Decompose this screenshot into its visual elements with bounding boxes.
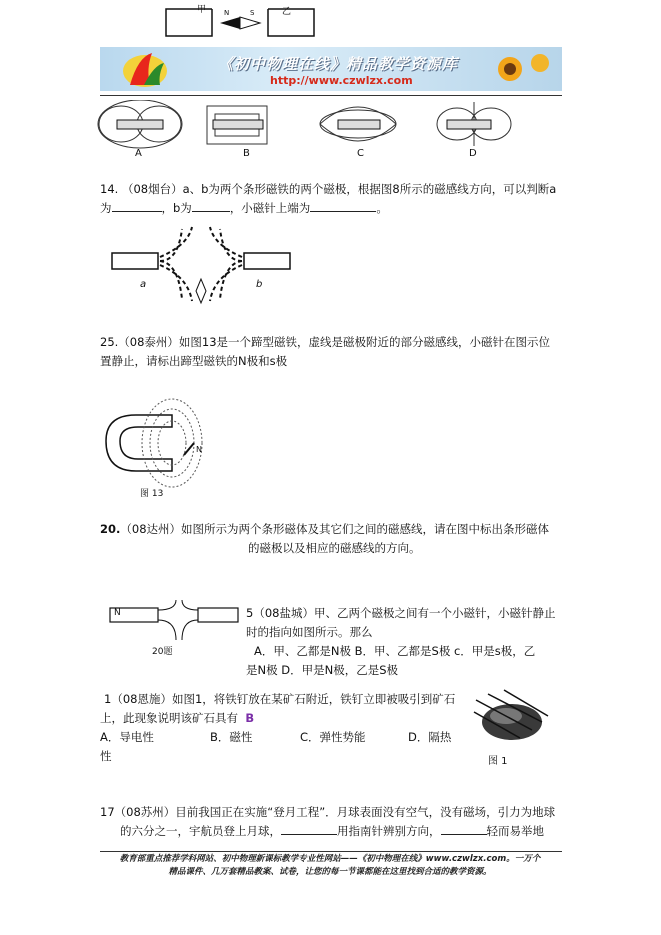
q14-line1: 14. （08烟台）a、b为两个条形磁铁的两个磁极，根据图8所示的磁感线方向，可以判断a — [100, 182, 557, 196]
q25-fig-caption: 图 13 — [140, 489, 164, 499]
option-b-diagram — [207, 106, 267, 144]
sunflower-small-icon — [531, 54, 549, 72]
option-d-label: D — [469, 148, 477, 159]
q1-option-b[interactable]: B．磁性 — [210, 730, 253, 744]
top-magnet-diagram — [160, 5, 330, 41]
q1-figure — [468, 686, 554, 768]
top-magnet-figure — [160, 5, 330, 41]
q25-line1: 25.（08泰州）如图13是一个蹄型磁铁，虚线是磁极附近的部分磁感线，小磁针在图示位 — [100, 335, 551, 349]
q17-blank-2[interactable] — [441, 822, 487, 835]
q5-line2: 时的指向如图所示。那么 — [246, 625, 373, 639]
question-14 — [100, 180, 570, 218]
q25-horseshoe-diagram — [100, 393, 210, 499]
banner-title: 《初中物理在线》精品教学资源库 — [218, 55, 459, 73]
label-yi: 乙 — [282, 7, 292, 17]
banner-divider — [100, 95, 562, 96]
q25-line2: 置静止，请标出蹄型磁铁的N极和s极 — [100, 354, 288, 368]
label-jia: 甲 — [197, 5, 207, 15]
q1-options — [100, 728, 470, 747]
q5-line1: 5（08盐城）甲、乙两个磁极之间有一个小磁针，小磁针静止 — [246, 606, 556, 620]
footer-line1: 教育部重点推荐学科网站、初中物理新课标教学专业性网站——《初中物理在线》www.czwlzx.com。一万个 — [119, 854, 541, 864]
footer-line2: 精品课件、几万套精品教案、试卷，让您的每一节课都能在这里找到合适的教学资源。 — [168, 867, 492, 877]
q1-option-d[interactable]: D．隔热 — [408, 730, 452, 744]
q1-ore-image — [468, 686, 554, 750]
q14-figure — [108, 225, 293, 305]
q25-needle-label: N — [196, 445, 202, 454]
q1-option-a[interactable]: A．导电性 — [100, 730, 154, 744]
question-5 — [246, 604, 576, 680]
needle-s-label: S — [250, 9, 255, 17]
q20-line2: 的磁极以及相应的磁感线的方向。 — [248, 541, 421, 555]
needle-n-label: N — [224, 9, 230, 17]
option-d-diagram — [437, 102, 511, 146]
option-c-diagram — [320, 107, 396, 141]
q14-needle-icon — [196, 279, 206, 303]
field-line-options-diagram — [95, 100, 525, 162]
q14-blank-needle[interactable] — [310, 199, 376, 212]
horseshoe-magnet — [106, 415, 172, 471]
banner-url[interactable]: http://www.czwlzx.com — [270, 74, 413, 87]
q14-label-b: b — [256, 279, 263, 290]
q17-blank-1[interactable] — [281, 822, 337, 835]
q20-line1: 20.（08达州）如图所示为两个条形磁体及其它们之间的磁感线，请在图中标出条形磁体 — [100, 522, 550, 536]
question-25 — [100, 333, 570, 371]
q14-line2: 为 ，b为 ，小磁针上端为 。 — [100, 201, 388, 215]
q20-figure — [100, 598, 240, 660]
question-20 — [100, 520, 570, 558]
q17-line1: 17（08苏州）目前我国正在实施“登月工程”．月球表面没有空气，没有磁场，引力为地球 — [100, 805, 556, 819]
q25-figure — [100, 393, 210, 499]
q1-option-c[interactable]: C．弹性势能 — [300, 730, 366, 744]
q5-line3: A．甲、乙都是N极 B．甲、乙都是S极 c．甲是s极，乙 — [254, 644, 536, 658]
question-1 — [100, 690, 470, 766]
q20-fig-caption: 20题 — [152, 647, 173, 657]
q14-field-diagram — [108, 225, 293, 305]
footer-divider — [100, 851, 562, 852]
q14-blank-a[interactable] — [112, 199, 162, 212]
needle-north-half — [220, 17, 240, 29]
option-b-label: B — [243, 148, 250, 159]
option-a-diagram — [98, 100, 182, 148]
question-17 — [100, 803, 570, 841]
site-banner — [100, 47, 562, 91]
q17-line2: 的六分之一，宇航员登上月球， 用指南针辨别方向， 轻而易举地 — [120, 824, 544, 838]
q5-line4: 是N极 D．甲是N极，乙是S极 — [246, 663, 399, 677]
q14-blank-b[interactable] — [192, 199, 230, 212]
option-a-label: A — [135, 148, 142, 159]
needle-south-half — [240, 17, 260, 29]
option-c-label: C — [357, 148, 364, 159]
q14-label-a: a — [140, 279, 147, 290]
q1-line1: 1（08恩施）如图1，将铁钉放在某矿石附近，铁钉立即被吸引到矿石 — [104, 692, 456, 706]
page-footer — [80, 853, 580, 879]
q1-line2: 上，此现象说明该矿石具有 B — [100, 711, 255, 725]
q1-fig-caption: 图 1 — [488, 756, 508, 767]
options-figure — [95, 100, 525, 162]
q20-magnet-label: N — [114, 608, 121, 618]
q1-option-d-cont: 性 — [100, 749, 112, 763]
q1-answer: B — [245, 711, 255, 725]
